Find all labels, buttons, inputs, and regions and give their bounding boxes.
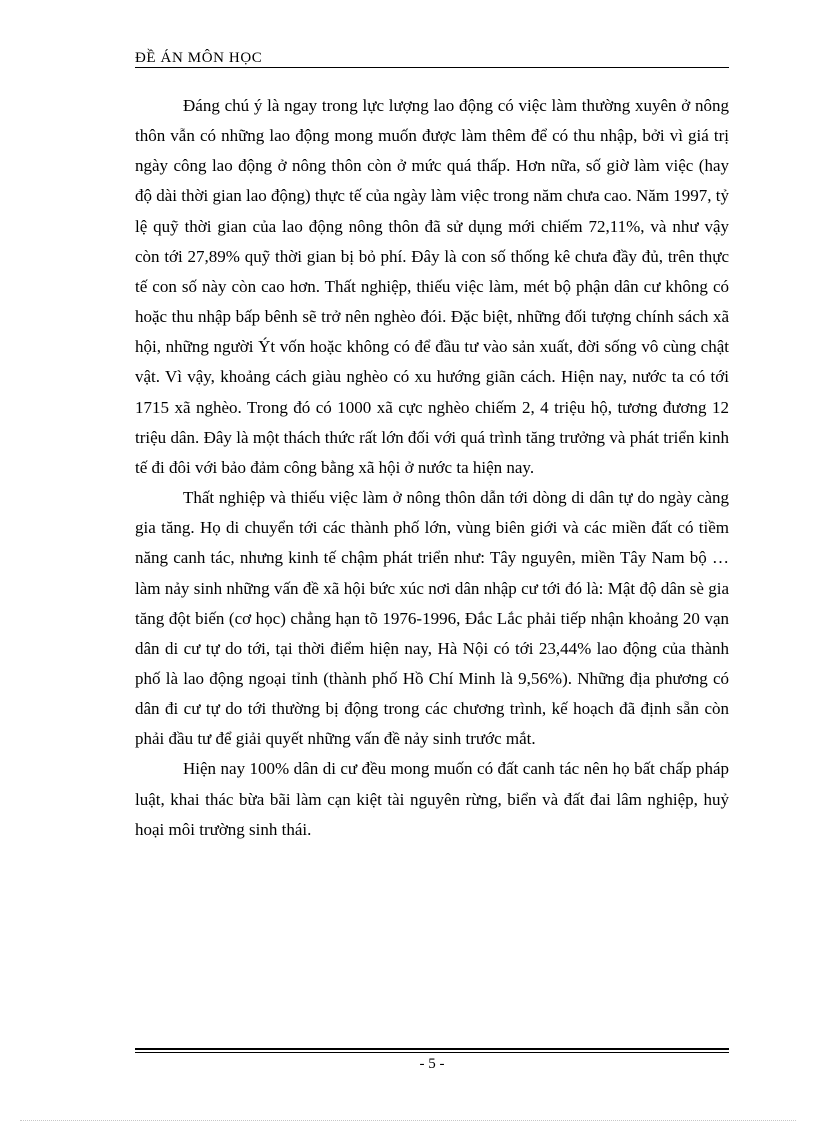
footer-divider-thick — [135, 1048, 729, 1050]
page-bottom-edge — [20, 1120, 796, 1121]
paragraph-1: Đáng chú ý là ngay trong lực lượng lao động có việc làm thường xuyên ở nông thôn vẫn có những lao động mong muốn được làm thêm để có thu nhập, bởi vì giá trị ngày công lao động ở nông thôn còn ở mức quá thấp. Hơn nữa, số giờ làm việc (hay độ dài thời gian lao động) thực tế của ngày làm việc trong năm chưa cao. Năm 1997, tỷ lệ quỹ thời gian của lao động nông thôn đã sử dụng mới chiếm 72,11%, và như vậy còn tới 27,89% quỹ thời gian bị bỏ phí. Đây là con số thống kê chưa đầy đủ, trên thực tế con số này còn cao hơn. Thất nghiệp, thiếu việc làm, mét bộ phận dân cư không có hoặc thu nhập bấp bênh sẽ trở nên nghèo đói. Đặc biệt, những đối tượng chính sách xã hội, những người Ýt vốn hoặc không có để đầu tư vào sản xuất, đời sống vô cùng chật vật. Vì vậy, khoảng cách giàu nghèo có xu hướng giãn cách. Hiện nay, nước ta có tới 1715 xã nghèo. Trong đó có 1000 xã cực nghèo chiếm 2, 4 triệu hộ, tương đương 12 triệu dân. Đây là một thách thức rất lớn đối với quá trình tăng trưởng và phát triển kinh tế đi đôi với bảo đảm công bằng xã hội ở nước ta hiện nay. — [135, 96, 729, 477]
paragraph-3: Hiện nay 100% dân di cư đều mong muốn có đất canh tác nên họ bất chấp pháp luật, khai thác bừa bãi làm cạn kiệt tài nguyên rừng, biển và đất đai lâm nghiệp, huỷ hoại môi trường sinh thái. — [135, 759, 729, 839]
document-body — [135, 91, 729, 845]
header-divider — [135, 67, 729, 68]
footer-divider-thin — [135, 1052, 729, 1053]
page-header — [135, 48, 729, 70]
paragraph-2: Thất nghiệp và thiếu việc làm ở nông thôn dẫn tới dòng di dân tự do ngày càng gia tăng. Họ di chuyển tới các thành phố lớn, vùng biên giới và các miền đất có tiềm năng canh tác, nhưng kinh tế chậm phát triển như: Tây nguyên, miền Tây Nam bộ …làm nảy sinh những vấn đề xã hội bức xúc nơi dân nhập cư tới đó là: Mật độ dân sè gia tăng đột biến (cơ học) chẳng hạn tõ 1976-1996, Đắc Lắc phải tiếp nhận khoảng 20 vạn dân di cư tự do tới, tại thời điểm hiện nay, Hà Nội có tới 23,44% lao động của thành phố là lao động ngoại tỉnh (thành phố Hồ Chí Minh là 9,56%). Những địa phương có dân đi cư tự do tới thường bị động trong các chương trình, kế hoạch đã định sẵn còn phải đầu tư để giải quyết những vấn đề nảy sinh trước mắt. — [135, 488, 729, 749]
header-title: ĐỀ ÁN MÔN HỌC — [135, 50, 263, 66]
page-number: - 5 - — [419, 1056, 445, 1072]
